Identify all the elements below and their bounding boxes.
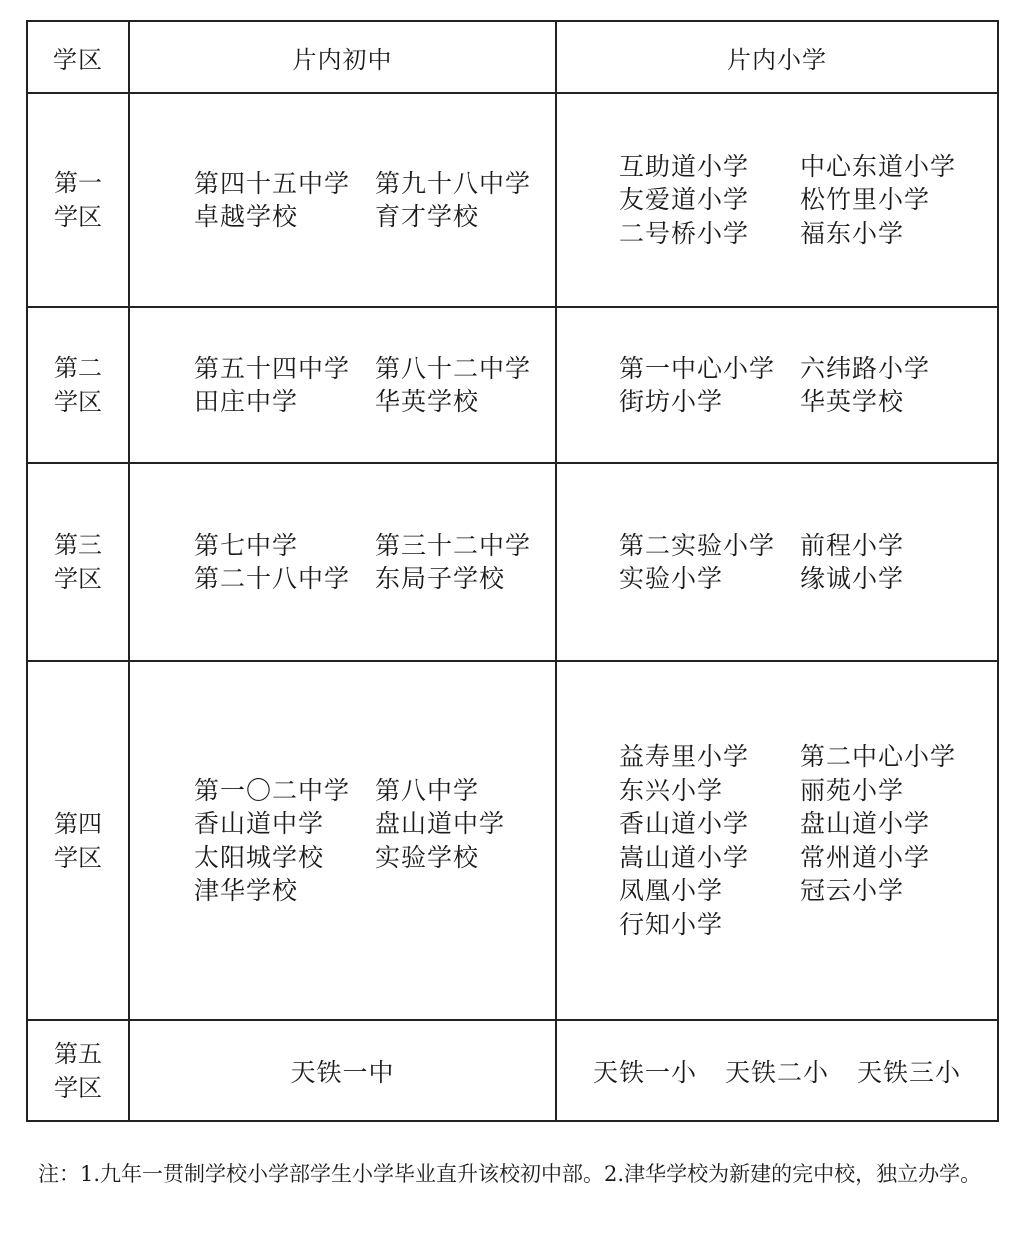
school-name: 盘山道中学: [375, 809, 506, 838]
school-name: 友爱道小学: [619, 185, 750, 215]
school-name: 第一中心小学: [619, 353, 776, 383]
primary-schools-cell: [556, 463, 998, 661]
school-name: 缘诚小学: [800, 564, 905, 593]
school-name: 第四十五中学: [194, 168, 351, 198]
footnote: 注：1.九年一贯制学校小学部学生小学毕业直升该校初中部。2.津华学校为新建的完中校，独立办学。: [38, 1162, 982, 1186]
middle-schools-cell: [129, 93, 556, 307]
school-name: 太阳城学校: [194, 842, 325, 872]
district-cell: 第二 学区: [27, 307, 129, 463]
school-name: 街坊小学: [619, 387, 724, 416]
district-cell: 第三 学区: [27, 463, 129, 661]
school-name: 第七中学: [194, 530, 299, 560]
school-name: 六纬路小学: [800, 353, 931, 383]
school-name: 第九十八中学: [375, 168, 532, 198]
school-name: 中心东道小学: [800, 151, 957, 181]
school-name: 第八十二中学: [375, 353, 532, 383]
school-name: 第二十八中学: [194, 564, 351, 593]
school-name: 天铁二小: [724, 1057, 829, 1087]
district-cell: 第四 学区: [27, 661, 129, 1020]
school-name: 香山道小学: [619, 809, 750, 838]
school-name: 实验学校: [375, 842, 480, 872]
school-name: 二号桥小学: [619, 218, 750, 248]
table-header-row: [27, 21, 998, 93]
table-row: [27, 1020, 998, 1121]
school-name: 第八中学: [375, 775, 480, 805]
school-name: 东局子学校: [375, 564, 506, 593]
school-name: 盘山道小学: [800, 809, 931, 838]
school-name: 华英学校: [800, 387, 905, 416]
table-row: [27, 463, 998, 661]
school-name: 卓越学校: [194, 202, 299, 231]
school-name: 益寿里小学: [619, 742, 750, 771]
table-row: [27, 307, 998, 463]
school-name: 互助道小学: [619, 151, 750, 181]
primary-schools-cell: [556, 661, 998, 1020]
school-name: 实验小学: [619, 564, 724, 593]
school-name: 津华学校: [194, 876, 299, 905]
school-name: 第五十四中学: [194, 353, 351, 383]
school-name: 天铁三小: [857, 1057, 962, 1087]
school-name: 冠云小学: [800, 876, 905, 905]
middle-schools-cell: [129, 661, 556, 1020]
school-name: 松竹里小学: [800, 185, 931, 215]
school-name: 常州道小学: [800, 842, 931, 872]
school-name: 香山道中学: [194, 809, 325, 838]
middle-schools-cell: 天铁一中: [129, 1020, 556, 1121]
school-name: 丽苑小学: [800, 775, 905, 805]
header-middle-schools: 片内初中: [129, 21, 556, 93]
primary-schools-list: [557, 1053, 997, 1089]
primary-schools-cell: [556, 307, 998, 463]
school-name: 第二实验小学: [619, 530, 776, 560]
school-name: 育才学校: [375, 202, 480, 231]
school-district-table: [26, 20, 999, 1122]
school-name: 东兴小学: [619, 775, 724, 805]
school-name: 福东小学: [800, 218, 905, 248]
header-district: 学区: [27, 21, 129, 93]
school-name: 华英学校: [375, 387, 480, 416]
school-name: 田庄中学: [194, 387, 299, 416]
district-cell: 第一 学区: [27, 93, 129, 307]
district-cell: 第五 学区: [27, 1020, 129, 1121]
school-name: 第二中心小学: [800, 742, 957, 771]
school-name: 天铁一小: [592, 1057, 697, 1087]
middle-schools-cell: [129, 307, 556, 463]
school-name: 第三十二中学: [375, 530, 532, 560]
table-row: [27, 93, 998, 307]
school-name: 凤凰小学: [619, 876, 724, 905]
school-name: 前程小学: [800, 530, 905, 560]
school-name: 第一〇二中学: [194, 775, 351, 805]
primary-schools-cell: [556, 1020, 998, 1121]
header-primary-schools: 片内小学: [556, 21, 998, 93]
middle-schools-cell: [129, 463, 556, 661]
table-row: [27, 661, 998, 1020]
school-name: 嵩山道小学: [619, 842, 750, 872]
school-name: 行知小学: [619, 909, 724, 939]
primary-schools-cell: [556, 93, 998, 307]
